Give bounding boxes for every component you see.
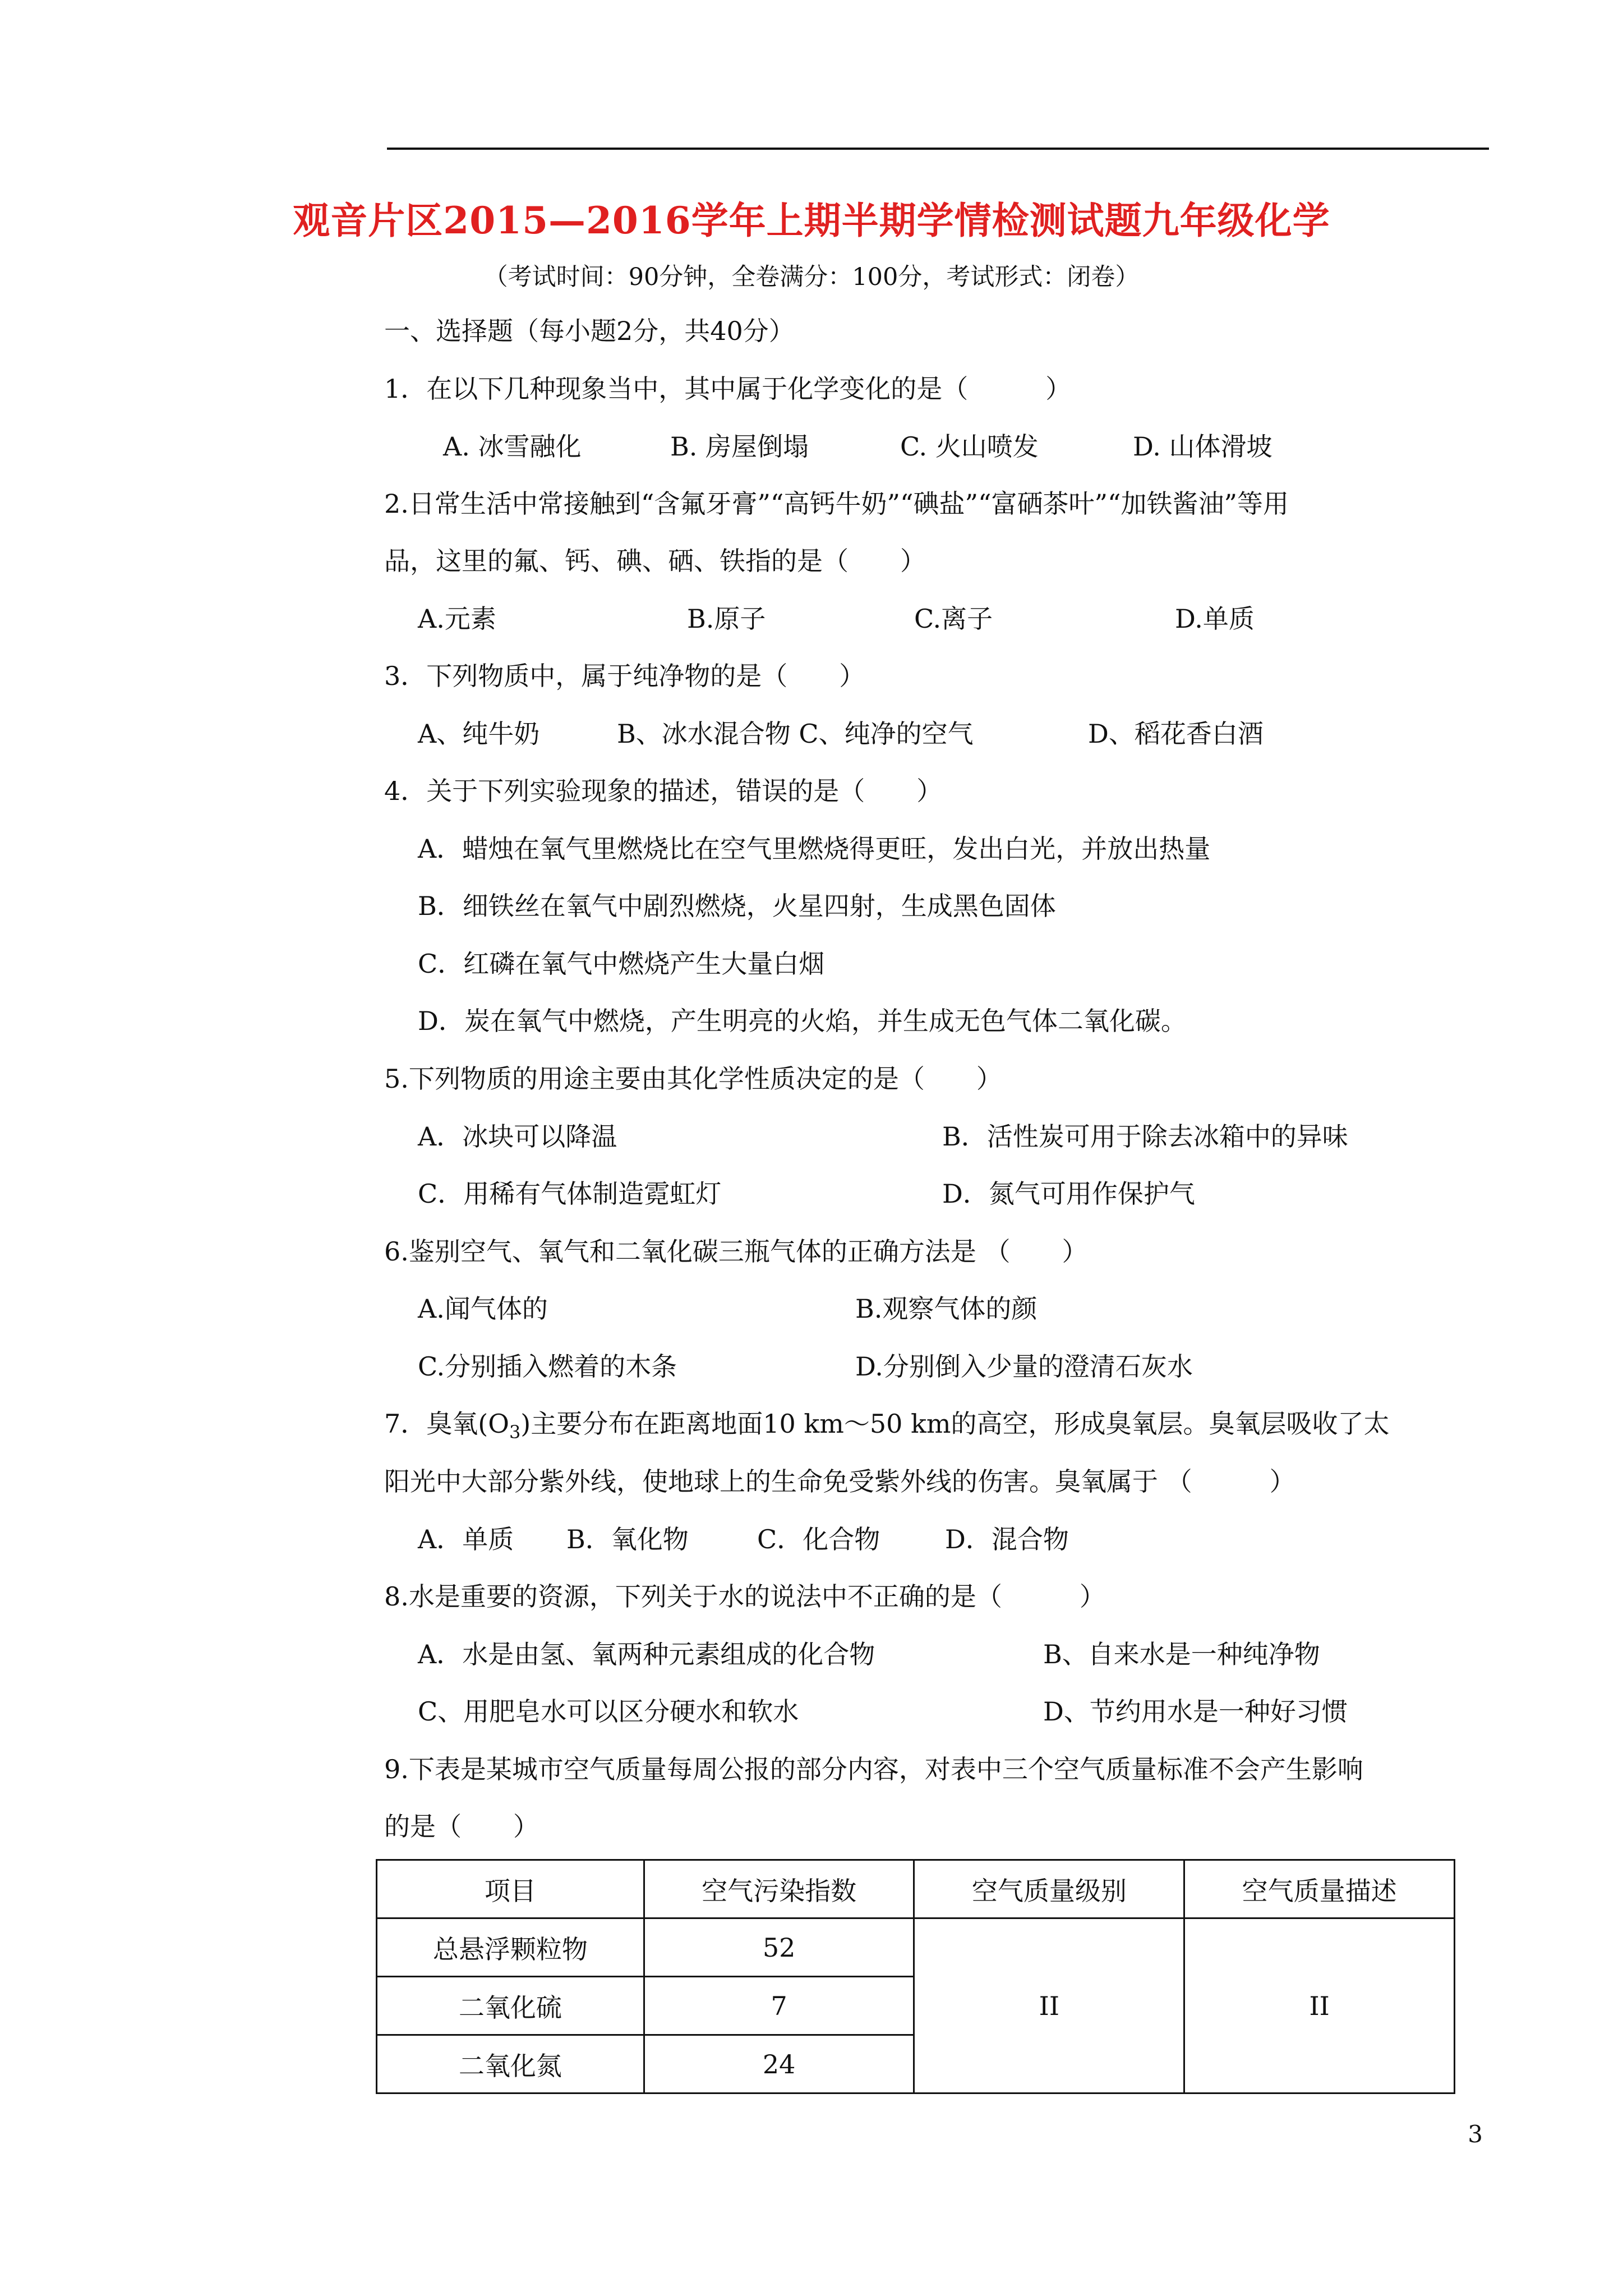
q4-option-a: A．蜡烛在氧气里燃烧比在空气里燃烧得更旺，发出白光，并放出热量 xyxy=(418,834,1211,864)
q4-option-d: D．炭在氧气中燃烧，产生明亮的火焰，并生成无色气体二氧化碳。 xyxy=(418,1006,1187,1036)
table-cell-item: 总悬浮颗粒物 xyxy=(377,1918,644,1977)
q3-stem: 3．下列物质中，属于纯净物的是（ ） xyxy=(384,661,865,691)
q7-stem-text-rest: )主要分布在距离地面10 km～50 km的高空，形成臭氧层。臭氧层吸收了太 xyxy=(520,1409,1390,1439)
table-cell-level: II xyxy=(914,1918,1184,2093)
q7-stem-line2: 阳光中大部分紫外线，使地球上的生命免受紫外线的伤害。臭氧属于 （ ） xyxy=(384,1466,1295,1497)
q7-option-b: B．氧化物 xyxy=(566,1524,689,1554)
exam-info: （考试时间：90分钟，全卷满分：100分，考试形式：闭卷） xyxy=(483,263,1140,291)
table-header-cell: 空气质量描述 xyxy=(1184,1860,1455,1918)
page-number: 3 xyxy=(1468,2120,1483,2148)
q4-stem: 4．关于下列实验现象的描述，错误的是（ ） xyxy=(384,776,943,806)
q5-option-c: C．用稀有气体制造霓虹灯 xyxy=(418,1179,722,1209)
q8-option-b: B、自来水是一种纯净物 xyxy=(1043,1639,1320,1669)
q3-option-bc: B、冰水混合物 C、纯净的空气 xyxy=(617,719,974,749)
q6-option-c: C.分别插入燃着的木条 xyxy=(418,1351,677,1382)
q2-option-b: B.原子 xyxy=(687,604,766,634)
q6-stem: 6.鉴别空气、氧气和二氧化碳三瓶气体的正确方法是 （ ） xyxy=(384,1236,1088,1267)
section-heading: 一、选择题（每小题2分，共40分） xyxy=(384,316,795,346)
table-cell-description: II xyxy=(1184,1918,1455,2093)
page-title: 观音片区2015—2016学年上期半期学情检测试题九年级化学 xyxy=(293,199,1330,242)
air-quality-table xyxy=(376,1859,1455,2094)
header-rule xyxy=(387,148,1489,150)
q6-option-d: D.分别倒入少量的澄清石灰水 xyxy=(855,1351,1193,1382)
table-header-cell: 项目 xyxy=(377,1860,644,1918)
table-cell-index: 7 xyxy=(644,1977,914,2035)
q1-option-b: B. 房屋倒塌 xyxy=(670,431,809,462)
q8-option-c: C、用肥皂水可以区分硬水和软水 xyxy=(418,1696,799,1727)
q6-option-b: B.观察气体的颜 xyxy=(855,1294,1038,1324)
q9-stem-line1: 9.下表是某城市空气质量每周公报的部分内容，对表中三个空气质量标准不会产生影响 xyxy=(384,1754,1363,1784)
q2-option-c: C.离子 xyxy=(914,604,993,634)
table-cell-index: 52 xyxy=(644,1918,914,1977)
table-row xyxy=(377,1918,1455,1977)
q7-stem-line1 xyxy=(384,1407,1390,1449)
q8-option-a: A．水是由氢、氧两种元素组成的化合物 xyxy=(418,1639,875,1669)
q9-stem-line2: 的是（ ） xyxy=(384,1811,539,1842)
q5-option-b: B．活性炭可用于除去冰箱中的异味 xyxy=(942,1121,1348,1152)
q1-stem: 1．在以下几种现象当中，其中属于化学变化的是（ ） xyxy=(384,374,1072,404)
q2-stem-line2: 品，这里的氟、钙、碘、硒、铁指的是（ ） xyxy=(384,546,926,576)
q2-option-a: A.元素 xyxy=(418,604,496,634)
q8-option-d: D、节约用水是一种好习惯 xyxy=(1043,1696,1348,1727)
q3-option-a: A、纯牛奶 xyxy=(418,719,540,749)
q4-option-c: C．红磷在氧气中燃烧产生大量白烟 xyxy=(418,949,825,979)
q2-option-d: D.单质 xyxy=(1175,604,1255,634)
q7-subscript: 3 xyxy=(509,1421,521,1443)
q1-option-c: C. 火山喷发 xyxy=(900,431,1039,462)
table-header-row xyxy=(377,1860,1455,1918)
q2-stem-line1: 2.日常生活中常接触到“含氟牙膏”“高钙牛奶”“碘盐”“富硒茶叶”“加铁酱油”等用 xyxy=(384,489,1289,519)
q3-option-d: D、稻花香白酒 xyxy=(1088,719,1264,749)
q6-option-a: A.闻气体的 xyxy=(418,1294,548,1324)
table-cell-item: 二氧化硫 xyxy=(377,1977,644,2035)
q7-option-c: C．化合物 xyxy=(757,1524,880,1554)
table-cell-index: 24 xyxy=(644,2035,914,2093)
q7-option-d: D．混合物 xyxy=(945,1524,1069,1554)
q1-option-a: A. 冰雪融化 xyxy=(443,431,582,462)
q7-stem-text: 7．臭氧(O xyxy=(384,1409,509,1439)
q5-stem: 5.下列物质的用途主要由其化学性质决定的是（ ） xyxy=(384,1064,1002,1094)
q5-option-d: D．氮气可用作保护气 xyxy=(942,1179,1195,1209)
q1-option-d: D. 山体滑坡 xyxy=(1133,431,1272,462)
q5-option-a: A．冰块可以降温 xyxy=(418,1121,617,1152)
table-header-cell: 空气质量级别 xyxy=(914,1860,1184,1918)
q8-stem: 8.水是重要的资源，下列关于水的说法中不正确的是（ ） xyxy=(384,1581,1105,1612)
q4-option-b: B．细铁丝在氧气中剧烈燃烧，火星四射，生成黑色固体 xyxy=(418,891,1056,921)
table-cell-item: 二氧化氮 xyxy=(377,2035,644,2093)
table-header-cell: 空气污染指数 xyxy=(644,1860,914,1918)
q7-option-a: A．单质 xyxy=(418,1524,514,1554)
